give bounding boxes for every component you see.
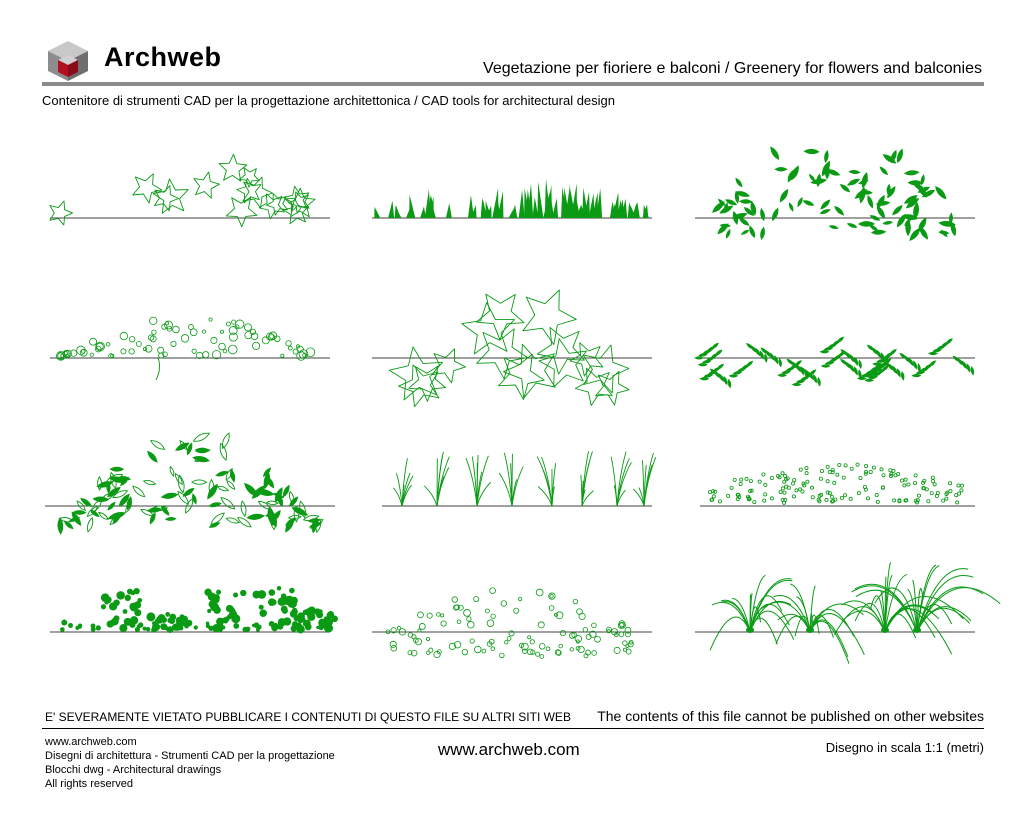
- plant-scattered-blooms: [372, 588, 652, 659]
- footer-url: www.archweb.com: [438, 740, 580, 759]
- footer-line: www.archweb.com: [45, 736, 137, 748]
- plant-fern: [695, 336, 975, 388]
- footer-line: All rights reserved: [45, 778, 134, 790]
- warning-english: The contents of this file cannot be published on other websites: [597, 708, 984, 724]
- footer-scale: Disegno in scala 1:1 (metri): [825, 740, 984, 755]
- plant-lily-clumps: [382, 451, 656, 506]
- footer-rule: [42, 728, 984, 729]
- plant-grass-spiky: [372, 179, 652, 218]
- page-title: Vegetazione per fioriere e balconi / Greenery for flowers and balconies: [483, 60, 982, 77]
- warning-italian: E' SEVERAMENTE VIETATO PUBBLICARE I CONTENUTI DI QUESTO FILE SU ALTRI SITI WEB: [45, 710, 571, 724]
- brand-name: Archweb: [104, 42, 222, 72]
- plant-bubbles: [50, 317, 330, 380]
- plant-shrubs: [50, 586, 338, 633]
- plant-mixed-leaves: [45, 431, 335, 534]
- page-subtitle: Contenitore di strumenti CAD per la progettazione architettonica / CAD tools for architectural design: [42, 93, 616, 108]
- plant-leafy-dense: [695, 146, 975, 242]
- footer-line: Blocchi dwg - Architectural drawings: [45, 764, 222, 776]
- plant-ornamental-grass: [695, 562, 1000, 663]
- plant-large-leaves: [372, 290, 652, 407]
- footer-info: [45, 735, 335, 791]
- plant-ivy-outline: [50, 154, 330, 227]
- plant-groundcover: [700, 463, 975, 506]
- footer-line: Disegni di architettura - Strumenti CAD per la progettazione: [45, 750, 335, 762]
